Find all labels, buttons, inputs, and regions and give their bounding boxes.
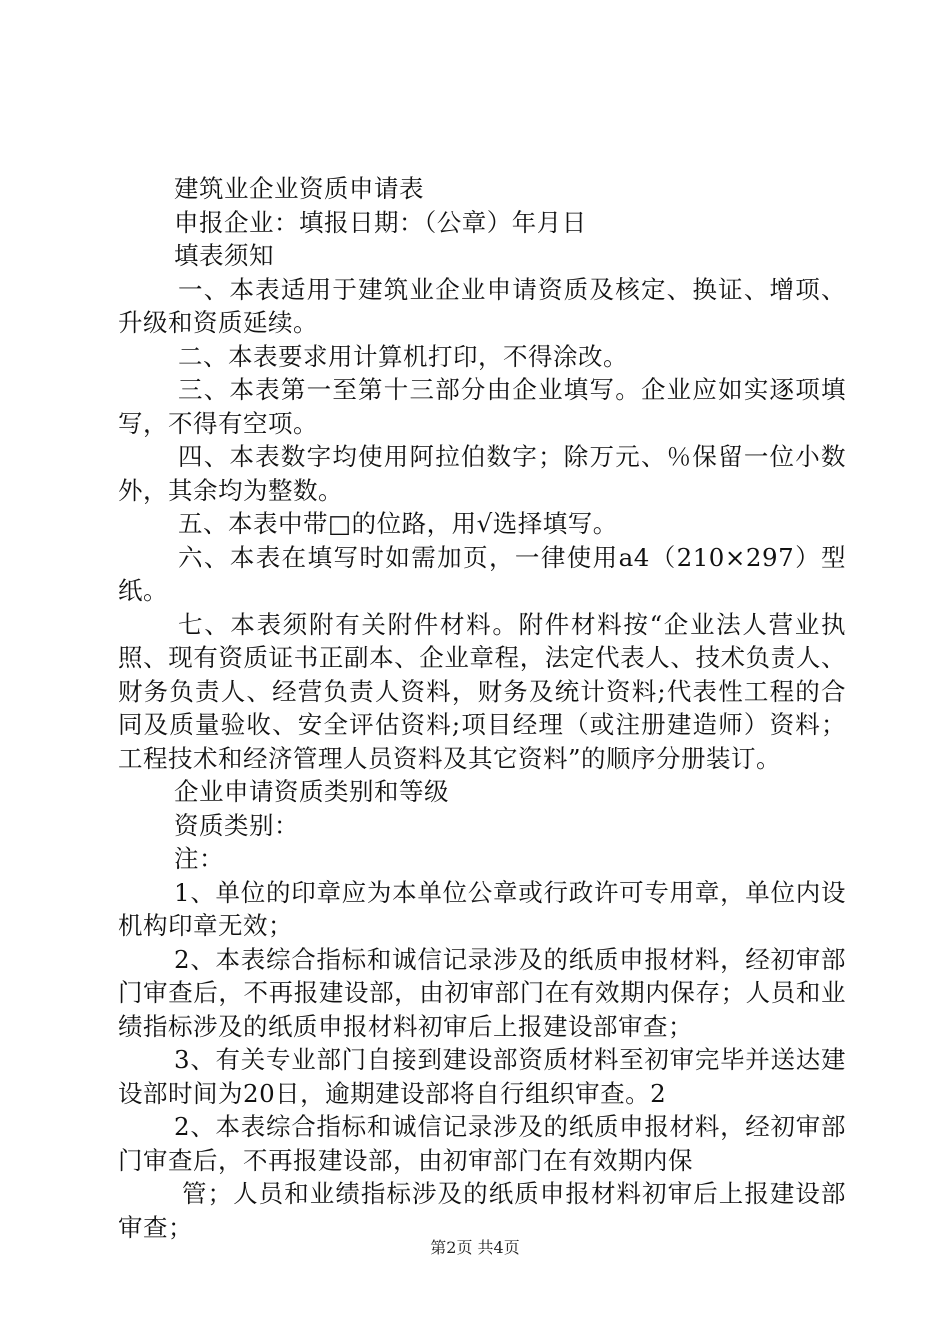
instructions-heading: 填表须知 <box>174 241 274 270</box>
note-item-1: 1、单位的印章应为本单位公章或行政许可专用章，单位内设机构印章无效； <box>118 877 846 940</box>
instruction-item-5: 五、本表中带□的位路，用√选择填写。 <box>178 509 618 538</box>
note-heading: 注： <box>174 844 224 873</box>
note-item-2-continuation: 管；人员和业绩指标涉及的纸质申报材料初审后上报建设部审查； <box>118 1179 846 1242</box>
document-body <box>118 172 846 1244</box>
instruction-item-1: 一、本表适用于建筑业企业申请资质及核定、换证、增项、升级和资质延续。 <box>118 274 846 337</box>
qualification-type-label: 资质类别： <box>174 810 299 840</box>
instruction-item-4: 四、本表数字均使用阿拉伯数字；除万元、％保留一位小数外，其余均为整数。 <box>118 442 846 505</box>
page-number-footer: 第2页 共4页 <box>430 1238 520 1257</box>
instruction-item-2: 二、本表要求用计算机打印，不得涂改。 <box>178 341 628 371</box>
note-item-2: 2、本表综合指标和诚信记录涉及的纸质申报材料，经初审部门审查后，不再报建设部，由初审部门在有效期内保存；人员和业绩指标涉及的纸质申报材料初审后上报建设部审查； <box>118 944 846 1041</box>
form-title: 建筑业企业资质申请表 <box>174 174 424 203</box>
qualification-category-heading: 企业申请资质类别和等级 <box>174 777 449 806</box>
instruction-item-3: 三、本表第一至第十三部分由企业填写。企业应如实逐项填写，不得有空项。 <box>118 375 846 438</box>
note-item-3: 3、有关专业部门自接到建设部资质材料至初审完毕并送达建设部时间为20日，逾期建设部将自行组织审查。2 <box>118 1045 846 1108</box>
note-item-2-repeat: 2、本表综合指标和诚信记录涉及的纸质申报材料，经初审部门审查后，不再报建设部，由初审部门在有效期内保 <box>118 1112 846 1175</box>
instruction-item-7: 七、本表须附有关附件材料。附件材料按“企业法人营业执照、现有资质证书正副本、企业章程，法定代表人、技术负责人、财务负责人、经营负责人资料，财务及统计资料;代表性工程的合同及质量验收、安全评估资料;项目经理（或注册建造师）资料；工程技术和经济管理人员资料及其它资料”的顺序分册装订。 <box>118 609 846 773</box>
applicant-date-line: 申报企业：填报日期：（公章）年月日 <box>174 207 587 237</box>
instruction-item-6: 六、本表在填写时如需加页，一律使用a4（210×297）型纸。 <box>118 542 846 605</box>
